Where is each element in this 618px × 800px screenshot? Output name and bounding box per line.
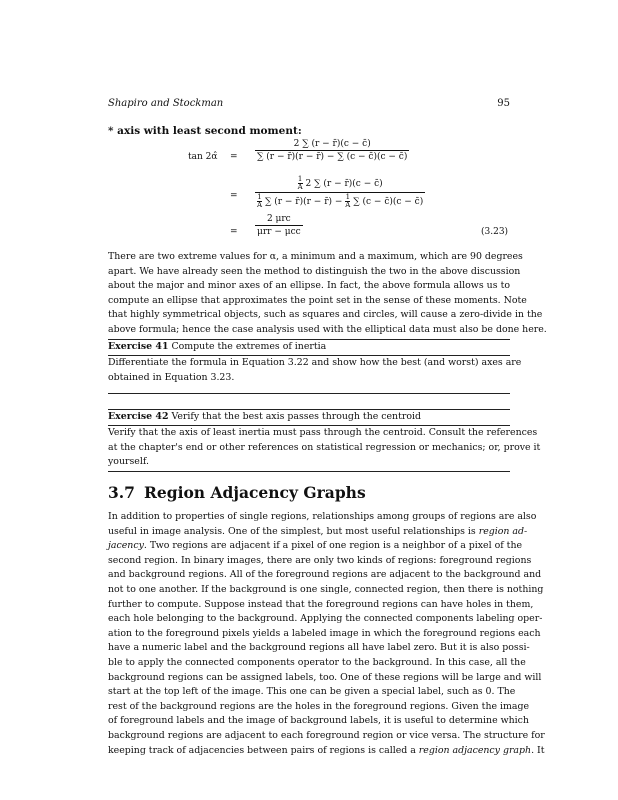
exercise-42-box — [108, 409, 541, 472]
exercise-42-body: Verify that the axis of least inertia must pass through the centroid. Consult the references at the chapter's end or other references on statistical regression or mechanics; or, prove it yourself. — [108, 427, 541, 468]
text-line: rest of the background regions are the holes in the foreground regions. Given the image — [108, 700, 530, 712]
equation-row-3 — [255, 214, 303, 237]
equation-lhs: tan 2α̂ — [188, 152, 218, 162]
row1-numerator: 2 ∑ (r − r̄)(c − c̄) — [255, 139, 409, 151]
text-line: ation to the foreground pixels yields a labeled image in which the foreground regions each — [108, 627, 541, 639]
paragraph-extreme-values: There are two extreme values for α, a minimum and a maximum, which are 90 degrees apart. We have already seen the method to distinguish the two in the above discussion about the major and minor axes of an ellipse. In fact, the above formula allows us to compute an ellipse that approximates the point set in the sense of these moments. Note that highly symmetrical objects, such as squares and circles, will cause a zero-divide in the above formula; hence the case analysis used with the elliptical data must also be done here. — [108, 251, 547, 335]
equation-row-2 — [255, 176, 425, 209]
page-number: 95 — [497, 98, 510, 109]
text-line: In addition to properties of single regions, relationships among groups of regions are also — [108, 511, 537, 522]
row2-numerator: $\frac{1}{A}$ 2 ∑ (r − r̄)(c − c̄) — [255, 176, 425, 193]
text-line: background regions are adjacent to each foreground region or vice versa. The structure for — [108, 729, 545, 741]
text-line: useful in image analysis. One of the simplest, but most useful relationships is region ad- — [108, 525, 528, 537]
equals-sign: = — [230, 191, 238, 201]
text-line: further to compute. Suppose instead that the foreground regions can have holes in them, — [108, 598, 534, 610]
axis-heading: * axis with least second moment: — [108, 125, 302, 137]
text-line: second region. In binary images, there are only two kinds of regions: foreground regions — [108, 554, 532, 566]
equation-row-1 — [255, 139, 409, 162]
equation-label: (3.23) — [481, 227, 509, 237]
exercise-41-box — [108, 339, 522, 394]
section-number: 3.7 — [108, 483, 135, 502]
exercise-41-body: Differentiate the formula in Equation 3.22 and show how the best (and worst) axes are obtained in Equation 3.23. — [108, 357, 522, 383]
paragraph-region-adjacency — [108, 510, 545, 758]
text-line: each hole belonging to the background. Applying the connected components labeling oper- — [108, 613, 543, 625]
running-header — [108, 98, 510, 112]
equals-sign: = — [230, 227, 238, 237]
exercise-41-title: Exercise 41 Compute the extremes of inertia — [108, 341, 327, 352]
row3-numerator: 2 μrc — [255, 214, 303, 226]
text-line: keeping track of adjacencies between pairs of regions is called a region adjacency graph. It — [108, 744, 545, 756]
text-line: have a numeric label and the background regions all have label zero. But it is also possi- — [108, 642, 530, 654]
section-heading — [108, 483, 366, 502]
section-title: Region Adjacency Graphs — [144, 483, 366, 502]
text-line: of foreground labels and the image of background labels, it is useful to determine which — [108, 715, 529, 727]
row2-denominator: $\frac{1}{A}$ ∑ (r − r̄)(r − r̄) − $\frac{1}{A}$ ∑ (c − c̄)(c − c̄) — [257, 193, 424, 209]
text-line: and background regions. All of the foreground regions are adjacent to the background and — [108, 569, 542, 581]
equals-sign: = — [230, 152, 238, 162]
exercise-42-title: Exercise 42 Verify that the best axis passes through the centroid — [108, 411, 421, 422]
text-line: start at the top left of the image. This one can be given a special label, such as 0. The — [108, 686, 516, 698]
row1-denominator: ∑ (r − r̄)(r − r̄) − ∑ (c − c̄)(c − c̄) — [257, 152, 408, 162]
text-line: jacency. Two regions are adjacent if a pixel of one region is a neighbor of a pixel of the — [108, 540, 523, 552]
text-line: background regions can be assigned labels, too. One of these regions will be large and will — [108, 671, 542, 683]
row3-denominator: μrr − μcc — [257, 227, 301, 237]
text-line: not to one another. If the background is one single, connected region, then there is nothing — [108, 583, 544, 595]
header-authors: Shapiro and Stockman — [108, 98, 224, 109]
text-line: ble to apply the connected components operator to the background. In this case, all the — [108, 656, 526, 668]
